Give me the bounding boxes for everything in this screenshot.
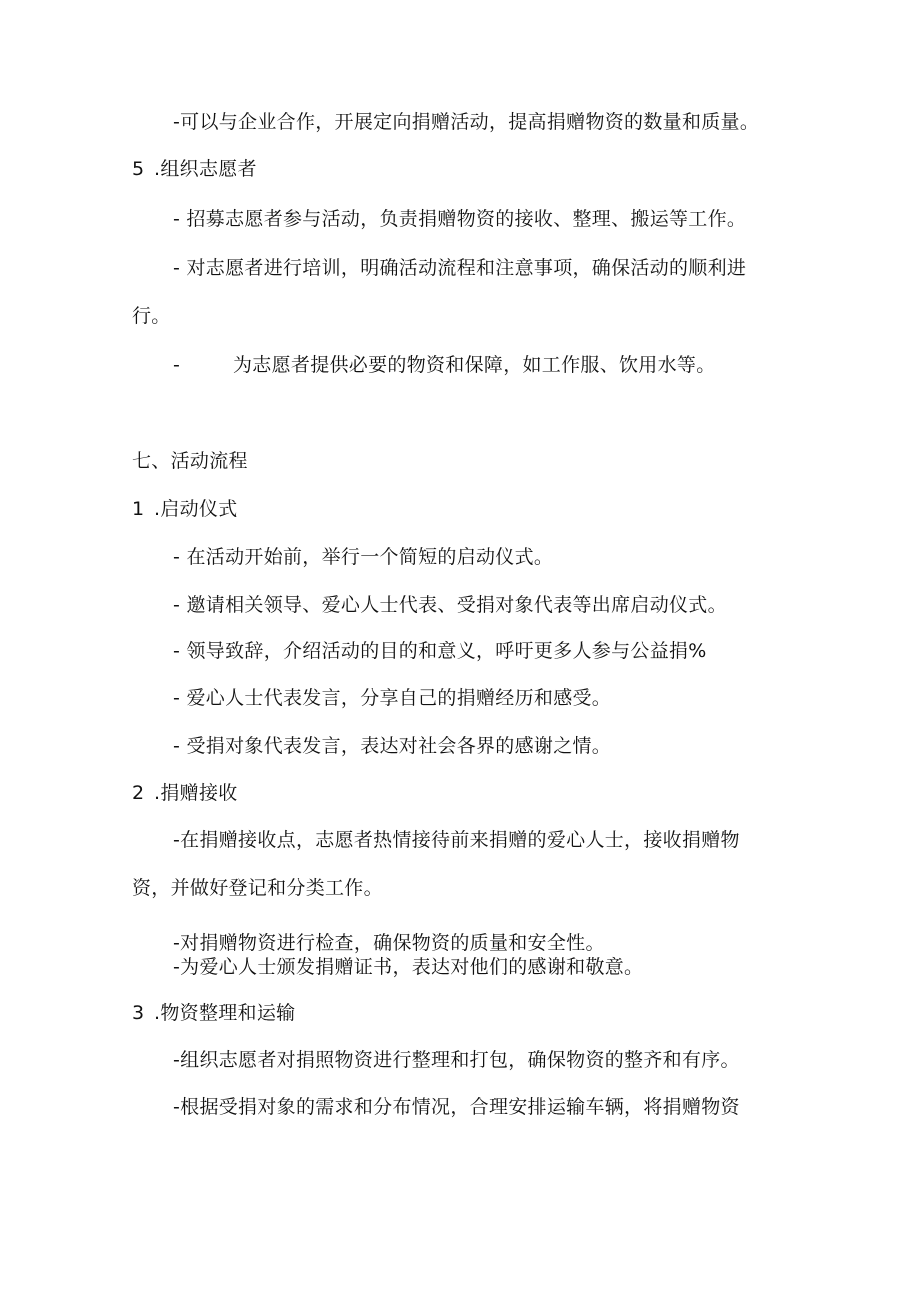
section-title: .组织志愿者 — [154, 158, 257, 180]
text-line: - 领导致辞，介绍活动的目的和意义，呼吁更多人参与公益捐% — [173, 640, 707, 662]
text-line: - 对志愿者进行培训，明确活动流程和注意事项，确保活动的顺利进 — [173, 257, 747, 279]
text-line: 行。 — [132, 305, 171, 327]
text-line — [173, 353, 716, 377]
text-line: 资，并做好登记和分类工作。 — [132, 877, 383, 899]
text-line: -为爱心人士颁发捐赠证书，表达对他们的感谢和敬意。 — [173, 956, 644, 978]
section-number: 1 — [132, 498, 145, 520]
text-line: -根据受捐对象的需求和分布情况，合理安排运输车辆，将捐赠物资 — [173, 1096, 740, 1118]
section-heading-7: 七、活动流程 — [132, 450, 248, 472]
text-line: - 邀请相关领导、爱心人士代表、受捐对象代表等出席启动仪式。 — [173, 594, 727, 616]
text-line: - 受捐对象代表发言，表达对社会各界的感谢之情。 — [173, 735, 612, 757]
text-line: -在捐赠接收点，志愿者热情接待前来捐赠的爱心人士，接收捐赠物 — [173, 829, 740, 851]
section-title: .物资整理和运输 — [154, 1002, 296, 1024]
section-heading-1 — [132, 497, 238, 521]
section-heading-5 — [132, 157, 257, 181]
text-line: - 爱心人士代表发言，分享自己的捐赠经历和感受。 — [173, 687, 612, 709]
text-line: -组织志愿者对捐照物资进行整理和打包，确保物资的整齐和有序。 — [173, 1049, 740, 1071]
section-title: .捐赠接收 — [154, 782, 238, 804]
section-heading-3 — [132, 1001, 295, 1025]
section-title: .启动仪式 — [154, 498, 238, 520]
section-number: 5 — [132, 158, 145, 180]
line-text: 为志愿者提供必要的物资和保障，如工作服、饮用水等。 — [233, 354, 716, 376]
bullet-dash: - — [173, 354, 181, 376]
text-line: -可以与企业合作，开展定向捐赠活动，提高捐赠物资的数量和质量。 — [173, 111, 760, 133]
section-heading-2 — [132, 781, 238, 805]
text-line: -对捐赠物资进行检查，确保物资的质量和安全性。 — [173, 932, 605, 954]
text-line: - 在活动开始前，举行一个简短的启动仪式。 — [173, 546, 554, 568]
section-number: 2 — [132, 782, 145, 804]
section-number: 3 — [132, 1002, 145, 1024]
text-line: - 招募志愿者参与活动，负责捐赠物资的接收、整理、搬运等工作。 — [173, 208, 747, 230]
